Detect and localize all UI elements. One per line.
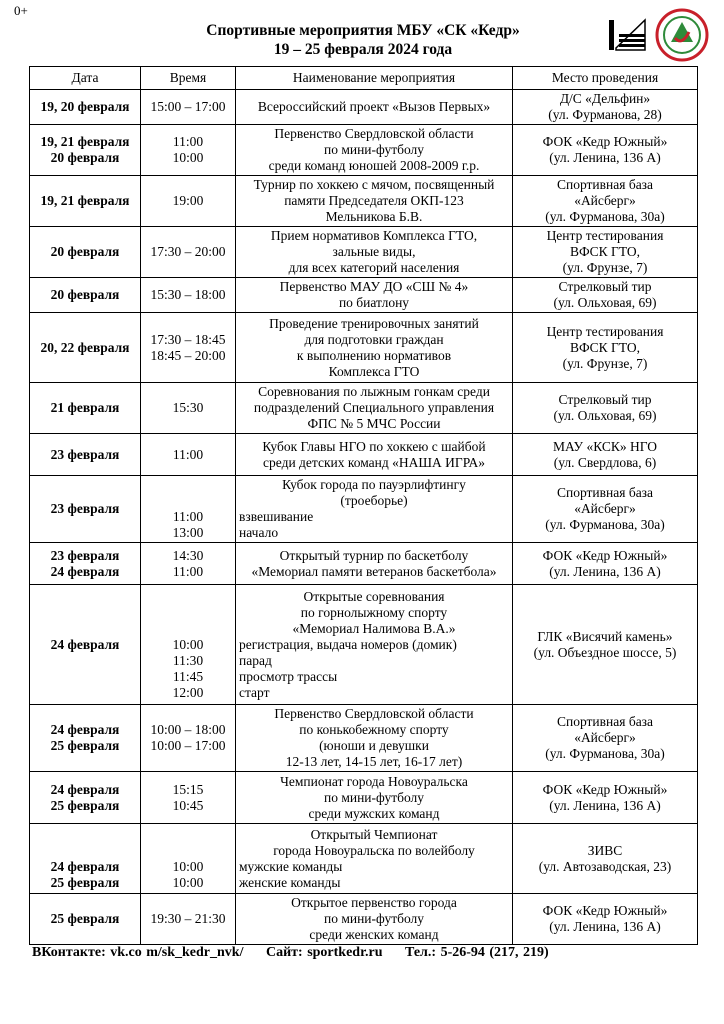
event-place-line: (ул. Ольховая, 69) — [553, 408, 657, 423]
event-place-line: (ул. Фрунзе, 7) — [562, 355, 648, 371]
event-place — [513, 383, 698, 434]
event-time-line: 11:00 — [172, 446, 204, 462]
event-date-line — [33, 827, 137, 843]
event-name-line: Прием нормативов Комплекса ГТО, — [270, 228, 478, 243]
event-detail-line: мужские команды — [239, 858, 343, 874]
event-place — [513, 772, 698, 824]
contacts-footer — [32, 945, 567, 961]
event-place-line: Спортивная база — [556, 485, 654, 500]
event-name-line: Первенство МАУ ДО «СШ № 4» — [279, 279, 469, 294]
event-place-line: ВФСК ГТО, — [569, 339, 641, 355]
event-date-line: 24 февраля — [50, 858, 120, 874]
event-time — [141, 824, 236, 894]
event-place-line: ФОК «Кедр Южный» — [542, 547, 668, 563]
event-time — [141, 585, 236, 705]
event-date-line: 24 февраля — [50, 563, 120, 579]
event-time — [141, 894, 236, 945]
vk-link[interactable]: ВКонтакте: vk.co m/sk_kedr_nvk/ — [32, 945, 244, 960]
event-name-line: (юноши и девушки — [319, 738, 429, 753]
event-detail-line: взвешивание — [239, 509, 314, 524]
table-row — [30, 176, 698, 227]
event-time-line: 15:30 — [172, 400, 204, 415]
event-name — [236, 772, 513, 824]
event-time-line: 10:00 — [172, 150, 204, 165]
event-name-line: среди мужских команд — [308, 805, 440, 821]
title-line-2: 19 – 25 февраля 2024 года — [273, 41, 453, 58]
event-place-line: (ул. Фурманова, 30а) — [545, 517, 665, 532]
event-detail-line: старт — [239, 684, 270, 700]
event-date — [30, 227, 141, 278]
event-name-line: памяти Председателя ОКП-123 — [284, 193, 464, 208]
event-date-line: 24 февраля — [50, 722, 120, 737]
event-time — [141, 313, 236, 383]
event-name-line: 12-13 лет, 14-15 лет, 16-17 лет) — [285, 754, 463, 769]
event-name-line: среди команд юношей 2008-2009 г.р. — [268, 158, 480, 173]
event-place-line: ВФСК ГТО, — [569, 244, 641, 259]
event-date — [30, 705, 141, 772]
event-name-line: Первенство Свердловской области — [274, 126, 474, 141]
event-name — [236, 383, 513, 434]
event-place-line: Д/С «Дельфин» — [559, 91, 651, 106]
table-row — [30, 383, 698, 434]
event-name-line: Кубок Главы НГО по хоккею с шайбой — [262, 438, 486, 454]
event-time — [141, 90, 236, 125]
age-rating: 0+ — [14, 3, 28, 18]
event-place-line: «Айсберг» — [574, 193, 636, 208]
event-time-line — [144, 477, 232, 493]
event-place-line: (ул. Ленина, 136 А) — [549, 919, 661, 934]
event-name — [236, 824, 513, 894]
event-time-line: 17:30 – 18:45 — [150, 331, 226, 347]
event-time-line — [144, 605, 232, 621]
event-place-line: (ул. Фурманова, 30а) — [545, 209, 665, 224]
event-date — [30, 476, 141, 543]
event-name-line: Первенство Свердловской области — [274, 706, 474, 721]
event-name — [236, 90, 513, 125]
event-name-line: Мельникова Б.В. — [325, 209, 423, 224]
event-name-line: Открытый турнир по баскетболу — [279, 547, 469, 563]
event-date-line: 23 февраля — [50, 501, 120, 516]
event-name-line: по мини-футболу — [323, 142, 425, 157]
event-time — [141, 383, 236, 434]
event-name-line: подразделений Специального управления — [253, 400, 495, 415]
event-date-line: 20, 22 февраля — [40, 339, 130, 355]
event-date-line: 20 февраля — [50, 150, 120, 165]
event-name — [236, 278, 513, 313]
table-row — [30, 313, 698, 383]
event-name-line: среди женских команд — [309, 927, 439, 942]
table-row — [30, 894, 698, 945]
event-detail-line: просмотр трассы — [239, 668, 338, 684]
event-date — [30, 278, 141, 313]
event-date — [30, 313, 141, 383]
event-name — [236, 543, 513, 585]
event-date-line: 24 февраля — [50, 781, 120, 797]
event-time-line: 10:00 – 17:00 — [150, 738, 226, 753]
event-detail-line: регистрация, выдача номеров (домик) — [239, 636, 457, 652]
table-row — [30, 824, 698, 894]
table-row — [30, 772, 698, 824]
event-date-line: 25 февраля — [50, 797, 120, 813]
event-name-line: Всероссийский проект «Вызов Первых» — [257, 99, 491, 114]
event-name — [236, 894, 513, 945]
event-date — [30, 383, 141, 434]
event-date — [30, 434, 141, 476]
event-name-line: среди детских команд «НАША ИГРА» — [263, 454, 485, 470]
event-place-line: Центр тестирования — [546, 323, 664, 339]
page-title — [130, 21, 596, 59]
event-time-line: 11:00 — [172, 509, 204, 524]
event-place-line: ГЛК «Висячий камень» — [537, 628, 673, 644]
event-time-line — [144, 843, 232, 859]
event-time-line: 19:30 – 21:30 — [150, 911, 226, 926]
event-name — [236, 585, 513, 705]
event-place-line: (ул. Свердлова, 6) — [553, 454, 657, 470]
event-name-line: по мини-футболу — [323, 911, 425, 926]
event-time — [141, 434, 236, 476]
event-time-line — [144, 589, 232, 605]
event-date-line: 20 февраля — [50, 287, 120, 302]
event-time-line: 14:30 — [172, 547, 204, 563]
event-date-line: 25 февраля — [50, 738, 120, 753]
event-time-line: 10:00 — [172, 636, 204, 652]
event-date-line: 25 февраля — [50, 874, 120, 890]
event-place-line: Спортивная база — [556, 714, 654, 729]
event-place — [513, 278, 698, 313]
event-time-line: 15:30 – 18:00 — [150, 287, 226, 302]
event-name-line: «Мемориал Налимова В.А.» — [292, 620, 456, 636]
event-date — [30, 90, 141, 125]
event-date — [30, 176, 141, 227]
event-time-line: 12:00 — [172, 684, 204, 700]
event-place-line: Стрелковый тир — [558, 279, 652, 294]
event-time-line: 11:00 — [172, 563, 204, 579]
event-time-line: 10:00 — [172, 858, 204, 874]
event-place — [513, 125, 698, 176]
event-date — [30, 772, 141, 824]
event-place — [513, 585, 698, 705]
header-time: Время — [141, 67, 236, 90]
event-date-line: 19, 21 февраля — [40, 193, 130, 208]
event-time-line: 15:00 – 17:00 — [150, 99, 226, 114]
event-detail-line: парад — [239, 652, 272, 668]
event-place-line: ФОК «Кедр Южный» — [542, 134, 668, 149]
event-name-line: города Новоуральска по волейболу — [273, 842, 475, 858]
event-time-line: 13:00 — [172, 525, 204, 540]
event-place-line: «Айсберг» — [574, 730, 636, 745]
events-table — [29, 66, 698, 945]
event-name-line: Турнир по хоккею с мячом, посвященный — [253, 177, 495, 192]
event-place-line: (ул. Объездное шоссе, 5) — [533, 644, 677, 660]
header-event: Наименование мероприятия — [236, 67, 513, 90]
event-name-line: по горнолыжному спорту — [300, 604, 448, 620]
event-time-line — [144, 827, 232, 843]
event-time-line: 11:45 — [172, 668, 204, 684]
event-time-line: 17:30 – 20:00 — [150, 244, 226, 259]
event-date-line: 19, 21 февраля — [40, 134, 130, 149]
event-time-line — [144, 621, 232, 637]
site-link[interactable]: Сайт: sportkedr.ru — [265, 945, 383, 960]
event-date-line: 25 февраля — [50, 911, 120, 926]
table-row — [30, 434, 698, 476]
table-row — [30, 125, 698, 176]
event-name-line: Открытый Чемпионат — [310, 826, 438, 842]
event-name-line: (троеборье) — [340, 493, 408, 508]
event-place-line: (ул. Ленина, 136 А) — [549, 563, 661, 579]
event-name-line: для всех категорий населения — [288, 260, 460, 275]
event-time — [141, 227, 236, 278]
national-projects-logo — [607, 14, 649, 54]
event-name — [236, 125, 513, 176]
header-date: Дата — [30, 67, 141, 90]
event-time-line: 10:00 — [172, 874, 204, 890]
event-place-line: Центр тестирования — [546, 228, 664, 243]
event-name-line: «Мемориал памяти ветеранов баскетбола» — [251, 563, 497, 579]
event-time-line: 11:00 — [172, 134, 204, 149]
event-detail-line: женские команды — [239, 874, 341, 890]
event-date — [30, 125, 141, 176]
event-name-line: по биатлону — [338, 295, 410, 310]
event-date-line — [33, 843, 137, 859]
event-name-line: для подготовки граждан — [304, 331, 444, 347]
table-row — [30, 90, 698, 125]
table-body — [30, 90, 698, 945]
table-row — [30, 227, 698, 278]
event-date-line: 23 февраля — [50, 547, 120, 563]
event-name — [236, 176, 513, 227]
event-detail-line: начало — [239, 525, 279, 540]
event-name-line: к выполнению нормативов — [296, 347, 452, 363]
event-time-line: 18:45 – 20:00 — [150, 347, 226, 363]
event-place-line: (ул. Ленина, 136 А) — [549, 150, 661, 165]
event-place — [513, 227, 698, 278]
event-place-line: ФОК «Кедр Южный» — [542, 781, 668, 797]
event-time-line: 15:15 — [172, 781, 204, 797]
event-place — [513, 476, 698, 543]
event-name — [236, 313, 513, 383]
event-name-line: Кубок города по пауэрлифтингу — [282, 477, 466, 492]
event-place — [513, 176, 698, 227]
phone-number: Тел.: 5-26-94 (217, 219) — [405, 945, 549, 960]
event-time-line: 10:00 – 18:00 — [150, 722, 226, 737]
event-time-line: 10:45 — [172, 797, 204, 813]
title-line-1: Спортивные мероприятия МБУ «СК «Кедр» — [206, 22, 520, 39]
event-place — [513, 434, 698, 476]
event-place-line: (ул. Фрунзе, 7) — [562, 260, 648, 275]
event-date — [30, 824, 141, 894]
event-time — [141, 176, 236, 227]
event-place-line: (ул. Ольховая, 69) — [553, 295, 657, 310]
event-name — [236, 434, 513, 476]
event-time-line: 19:00 — [172, 193, 204, 208]
table-row — [30, 278, 698, 313]
event-place-line: (ул. Фурманова, 30а) — [545, 746, 665, 761]
event-date — [30, 894, 141, 945]
table-row — [30, 476, 698, 543]
table-header-row — [30, 67, 698, 90]
event-place-line: (ул. Фурманова, 28) — [548, 107, 662, 122]
kedr-logo — [655, 8, 709, 62]
event-place-line: (ул. Ленина, 136 А) — [549, 797, 661, 813]
table-row — [30, 543, 698, 585]
event-place-line: (ул. Автозаводская, 23) — [538, 858, 672, 874]
event-name-line: Проведение тренировочных занятий — [269, 315, 479, 331]
event-name-line: ФПС № 5 МЧС России — [307, 416, 441, 431]
table-row — [30, 705, 698, 772]
event-name-line: по мини-футболу — [323, 789, 425, 805]
event-place — [513, 894, 698, 945]
event-name-line: Открытое первенство города — [291, 895, 457, 910]
event-time-line: 11:30 — [172, 652, 204, 668]
event-date-line: 19, 20 февраля — [40, 99, 130, 114]
event-place-line: Спортивная база — [556, 177, 654, 192]
event-date — [30, 585, 141, 705]
event-time — [141, 705, 236, 772]
event-name-line: Чемпионат города Новоуральска — [280, 773, 468, 789]
event-place — [513, 90, 698, 125]
event-place — [513, 705, 698, 772]
event-place-line: «Айсберг» — [574, 501, 636, 516]
event-time — [141, 125, 236, 176]
event-date-line: 24 февраля — [50, 636, 120, 652]
event-place-line: ЗИВС — [587, 842, 623, 858]
event-date-line: 23 февраля — [50, 446, 120, 462]
event-name — [236, 476, 513, 543]
event-name-line: Соревнования по лыжным гонкам среди — [258, 384, 490, 399]
event-time — [141, 476, 236, 543]
event-place — [513, 313, 698, 383]
event-place-line: Стрелковый тир — [558, 392, 652, 407]
event-name — [236, 705, 513, 772]
event-name — [236, 227, 513, 278]
event-name-line: Открытые соревнования — [303, 588, 445, 604]
header-place: Место проведения — [513, 67, 698, 90]
event-name-line: зальные виды, — [332, 244, 416, 259]
event-time — [141, 543, 236, 585]
event-date — [30, 543, 141, 585]
event-name-line: по конькобежному спорту — [299, 722, 449, 737]
event-date-line: 21 февраля — [50, 400, 120, 415]
event-time — [141, 772, 236, 824]
event-time-line — [144, 493, 232, 509]
event-place — [513, 824, 698, 894]
table-row — [30, 585, 698, 705]
event-place — [513, 543, 698, 585]
event-time — [141, 278, 236, 313]
event-name-line: Комплекса ГТО — [328, 363, 420, 379]
event-place-line: ФОК «Кедр Южный» — [542, 903, 668, 918]
event-date-line: 20 февраля — [50, 244, 120, 259]
event-place-line: МАУ «КСК» НГО — [552, 438, 658, 454]
